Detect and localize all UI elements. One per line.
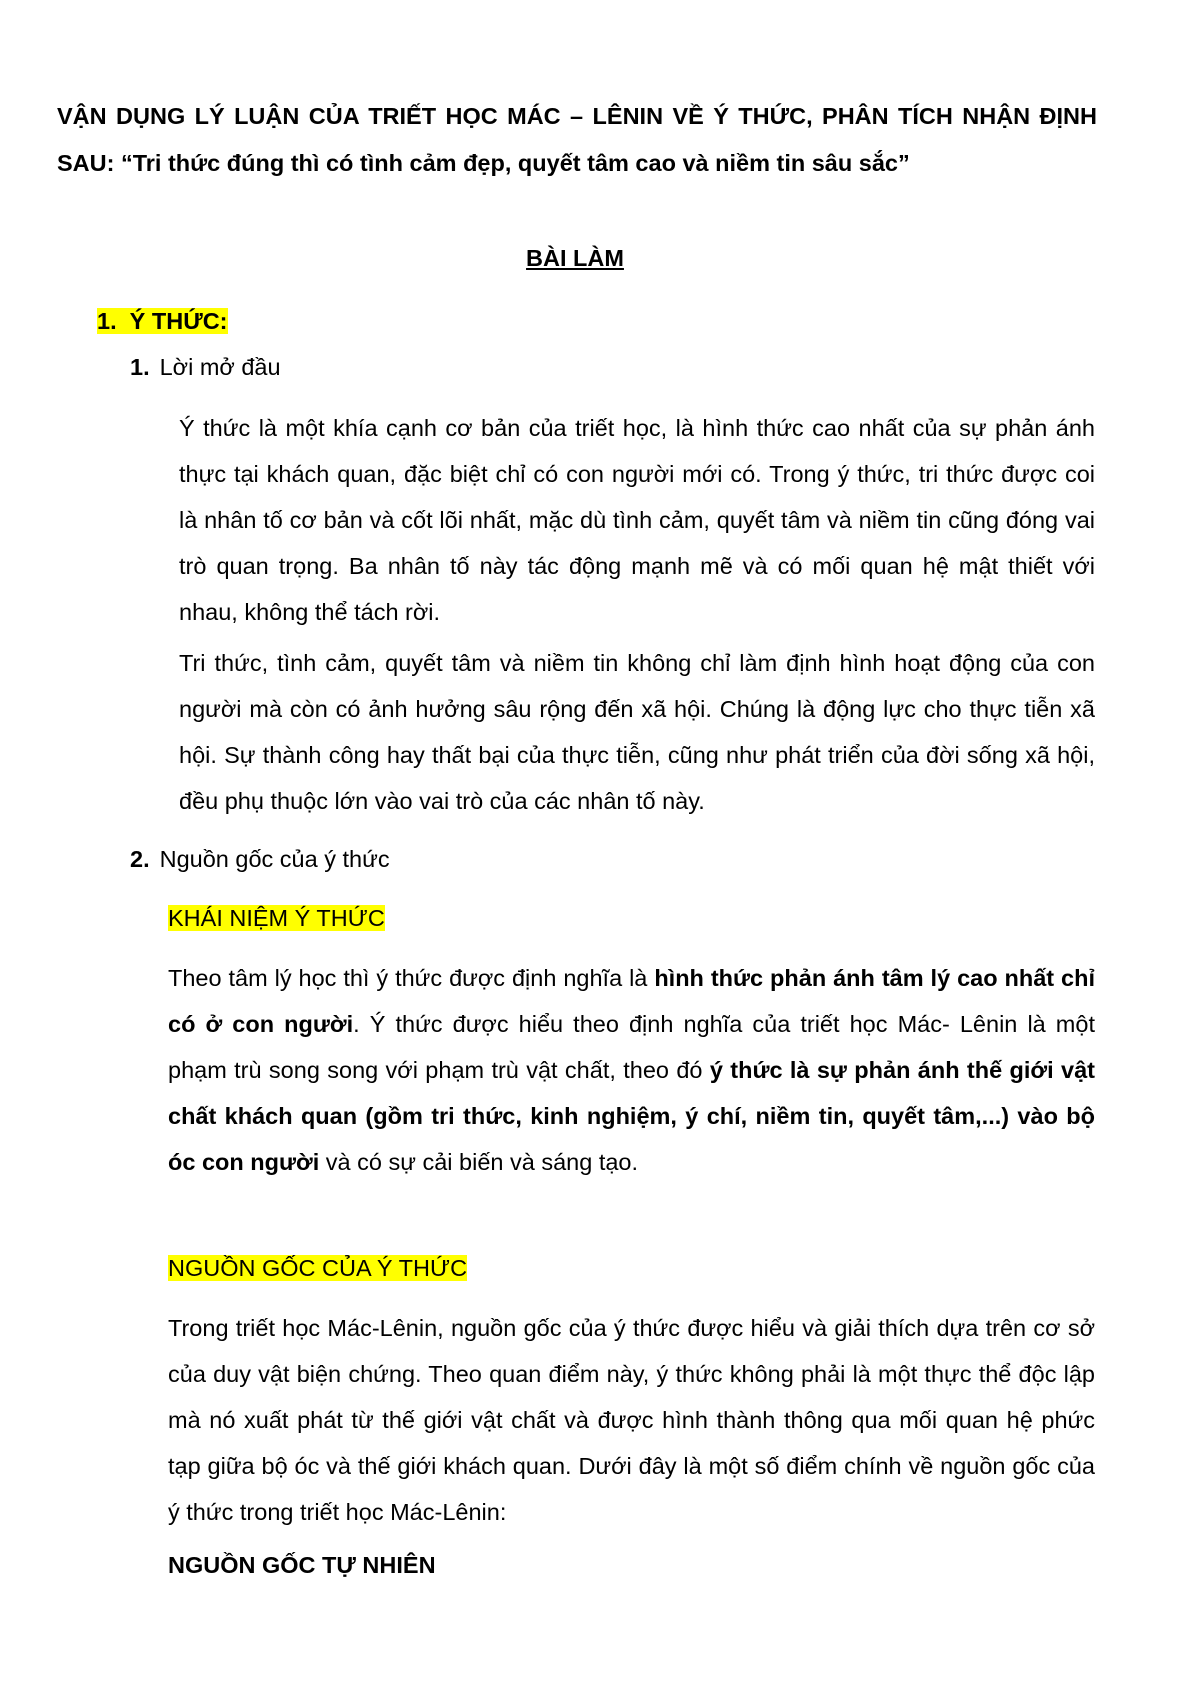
concept-label-text: KHÁI NIỆM Ý THỨC [168, 905, 385, 931]
document-title: VẬN DỤNG LÝ LUẬN CỦA TRIẾT HỌC MÁC – LÊNIN VỀ Ý THỨC, PHÂN TÍCH NHẬN ĐỊNH SAU: “Tri thức đúng thì có tình cảm đẹp, quyết tâm cao và niềm tin sâu sắc” [57, 103, 1097, 176]
intro-paragraph-2: Tri thức, tình cảm, quyết tâm và niềm tin không chỉ làm định hình hoạt động của con người mà còn có ảnh hưởng sâu rộng đến xã hội. Chúng là động lực cho thực tiễn xã hội. Sự thành công hay thất bại của thực tiễn, cũng như phát triển của đời sống xã hội, đều phụ thuộc lớn vào vai trò của các nhân tố này. [179, 650, 1095, 814]
page-heading: BÀI LÀM [526, 245, 624, 271]
origin-label [168, 1253, 467, 1283]
intro-paragraph-1: Ý thức là một khía cạnh cơ bản của triết học, là hình thức cao nhất của sự phản ánh thực tại khách quan, đặc biệt chỉ có con người mới có. Trong ý thức, tri thức được coi là nhân tố cơ bản và cốt lõi nhất, mặc dù tình cảm, quyết tâm và niềm tin cũng đóng vai trò quan trọng. Ba nhân tố này tác động mạnh mẽ và có mối quan hệ mật thiết với nhau, không thể tách rời. [179, 415, 1095, 625]
definition-part-3: . Ý thức được hiểu theo định nghĩa của triết học Mác- Lênin là một phạm trù song song với phạm trù vật chất, theo đó [168, 1011, 1095, 1083]
origin-label-text: NGUỒN GỐC CỦA Ý THỨC [168, 1255, 468, 1281]
origin-paragraph: Trong triết học Mác-Lênin, nguồn gốc của ý thức được hiểu và giải thích dựa trên cơ sở của duy vật biện chứng. Theo quan điểm này, ý thức không phải là một thực thể độc lập mà nó xuất phát từ thế giới vật chất và được hình thành thông qua mối quan hệ phức tạp giữa bộ óc và thế giới khách quan. Dưới đây là một số điểm chính về nguồn gốc của ý thức trong triết học Mác-Lênin: [168, 1315, 1095, 1525]
subsection-2-title: Nguồn gốc của ý thức [159, 846, 390, 872]
subsection-2-number: 2. [130, 846, 150, 872]
section-1-title: Ý THỨC: [129, 308, 228, 334]
section-1-heading [97, 306, 228, 336]
subsection-1-heading [130, 352, 281, 382]
concept-label [168, 903, 385, 933]
subsection-1-number: 1. [130, 354, 150, 380]
natural-origin-heading: NGUỒN GỐC TỰ NHIÊN [168, 1552, 436, 1578]
section-1-number: 1. [97, 308, 117, 334]
subsection-2-heading [130, 844, 390, 874]
section-1-highlight [97, 308, 228, 334]
definition-part-1: Theo tâm lý học thì ý thức được định nghĩa là [168, 965, 655, 991]
definition-paragraph [168, 955, 1095, 1185]
subsection-1-title: Lời mở đầu [159, 354, 281, 380]
definition-part-5: và có sự cải biến và sáng tạo. [319, 1149, 639, 1175]
definition-part-4: ý thức là sự phản ánh thế giới vật chất khách quan (gồm tri thức, kinh nghiệm, ý chí, niềm tin, quyết tâm,...) vào bộ óc con người [168, 1057, 1095, 1175]
definition-part-2: hình thức phản ánh tâm lý cao nhất chỉ có ở con người [168, 965, 1095, 1037]
